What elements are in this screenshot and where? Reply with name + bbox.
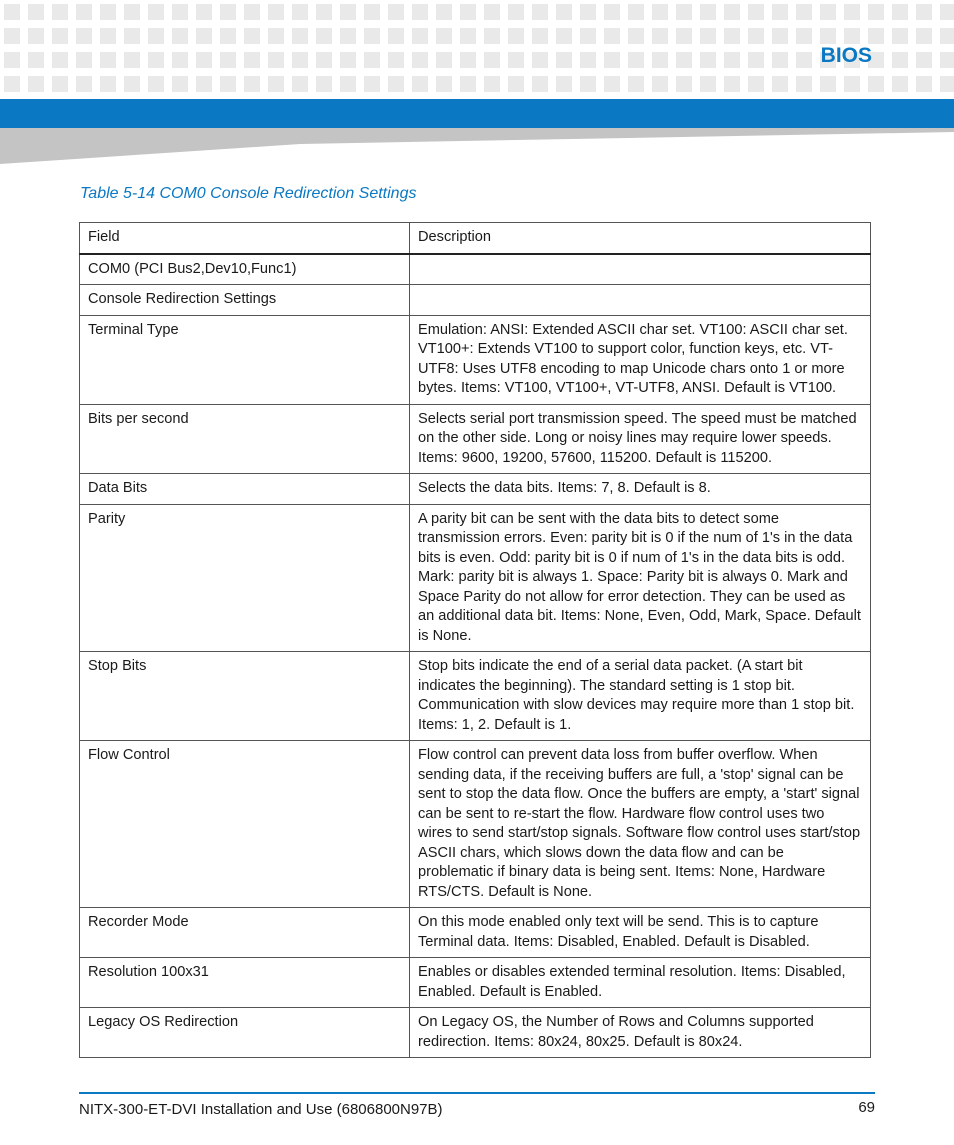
header-tile — [268, 4, 284, 20]
header-tile — [652, 28, 668, 44]
header-tile — [820, 76, 836, 92]
table-row — [80, 908, 871, 958]
header-tile — [604, 28, 620, 44]
header-tile — [484, 52, 500, 68]
header-tile — [580, 28, 596, 44]
header-tile — [868, 76, 884, 92]
header-tile — [508, 76, 524, 92]
header-tile — [124, 4, 140, 20]
header-tile — [220, 28, 236, 44]
header-tile — [292, 28, 308, 44]
header-tile — [124, 28, 140, 44]
header-tile — [124, 52, 140, 68]
header-tile — [868, 28, 884, 44]
table-row — [80, 474, 871, 505]
header-tile — [268, 28, 284, 44]
field-cell: Console Redirection Settings — [80, 285, 410, 316]
header-tile — [244, 4, 260, 20]
header-tile — [124, 76, 140, 92]
header-tile — [508, 52, 524, 68]
header-tile — [556, 4, 572, 20]
header-tile — [100, 4, 116, 20]
header-tile — [28, 76, 44, 92]
header-tile — [364, 76, 380, 92]
field-cell: Recorder Mode — [80, 908, 410, 958]
header-tile — [172, 4, 188, 20]
header-tile — [580, 76, 596, 92]
header-tile — [700, 52, 716, 68]
header-tile — [916, 76, 932, 92]
header-tile — [844, 28, 860, 44]
header-tile — [148, 28, 164, 44]
table-caption: Table 5-14 COM0 Console Redirection Settings — [80, 185, 417, 202]
header-tile — [172, 52, 188, 68]
header-tile — [4, 76, 20, 92]
field-cell: Bits per second — [80, 404, 410, 474]
header-tile — [220, 4, 236, 20]
header-tile — [460, 4, 476, 20]
header-tile — [604, 4, 620, 20]
header-tile — [220, 76, 236, 92]
header-tile — [388, 28, 404, 44]
header-tile — [364, 28, 380, 44]
table-row — [80, 404, 871, 474]
header-tile — [940, 28, 954, 44]
header-tile — [724, 28, 740, 44]
header-tile — [292, 52, 308, 68]
header-tile — [244, 28, 260, 44]
section-title: BIOS — [820, 44, 872, 67]
header-tile — [652, 76, 668, 92]
header-tile — [532, 28, 548, 44]
column-header-field: Field — [80, 223, 410, 254]
header-tile — [364, 4, 380, 20]
field-cell: COM0 (PCI Bus2,Dev10,Func1) — [80, 254, 410, 285]
header-tile — [748, 52, 764, 68]
header-tile — [916, 28, 932, 44]
header-tile — [316, 28, 332, 44]
header-tile — [532, 4, 548, 20]
header-blue-bar — [0, 99, 954, 128]
field-cell: Resolution 100x31 — [80, 958, 410, 1008]
table-row — [80, 741, 871, 908]
header-tile — [676, 4, 692, 20]
header-tile — [628, 52, 644, 68]
table-header-row — [80, 223, 871, 254]
header-tile — [724, 76, 740, 92]
header-tile — [748, 76, 764, 92]
header-tile — [340, 76, 356, 92]
header-tile — [76, 52, 92, 68]
header-tile — [412, 28, 428, 44]
settings-table — [79, 222, 871, 1058]
header-tile — [652, 4, 668, 20]
header-tile — [100, 52, 116, 68]
header-tile — [28, 4, 44, 20]
description-cell: Stop bits indicate the end of a serial data packet. (A start bit indicates the beginning). The standard setting is 1 stop bit. Communication with slow devices may require more than 1 stop bit. Items: 1, 2. Default is 1. — [410, 652, 871, 741]
header-tile — [484, 4, 500, 20]
header-tile — [700, 76, 716, 92]
header-tile — [196, 76, 212, 92]
header-tile — [580, 4, 596, 20]
header-tile — [316, 76, 332, 92]
header-tile — [196, 52, 212, 68]
description-cell: On this mode enabled only text will be send. This is to capture Terminal data. Items: Disabled, Enabled. Default is Disabled. — [410, 908, 871, 958]
header-tile — [388, 52, 404, 68]
header-tile — [580, 52, 596, 68]
header-tile — [556, 28, 572, 44]
table-row — [80, 958, 871, 1008]
header-tile — [148, 76, 164, 92]
footer-rule — [79, 1092, 875, 1094]
header-tile — [796, 4, 812, 20]
header-tile — [748, 4, 764, 20]
header-tile — [316, 52, 332, 68]
header-tile — [244, 52, 260, 68]
header-tile — [100, 28, 116, 44]
field-cell: Legacy OS Redirection — [80, 1008, 410, 1058]
header-tile — [460, 28, 476, 44]
header-tile — [268, 52, 284, 68]
description-cell — [410, 285, 871, 316]
header-tile — [556, 76, 572, 92]
header-tile — [196, 28, 212, 44]
column-header-description: Description — [410, 223, 871, 254]
field-cell: Data Bits — [80, 474, 410, 505]
header-tile — [172, 28, 188, 44]
header-tile — [844, 4, 860, 20]
header-tile — [436, 28, 452, 44]
page-number: 69 — [858, 1099, 875, 1116]
header-tile — [196, 4, 212, 20]
header-tile — [772, 28, 788, 44]
header-tile — [652, 52, 668, 68]
header-tile — [340, 52, 356, 68]
header-tile — [940, 52, 954, 68]
header-tile — [892, 28, 908, 44]
description-cell — [410, 254, 871, 285]
header-tile — [4, 4, 20, 20]
header-tile — [148, 52, 164, 68]
header-tile — [4, 28, 20, 44]
header-tile — [292, 4, 308, 20]
header-tile — [892, 4, 908, 20]
table-row — [80, 652, 871, 741]
description-cell: On Legacy OS, the Number of Rows and Columns supported redirection. Items: 80x24, 80x25. Default is 80x24. — [410, 1008, 871, 1058]
header-tile — [724, 4, 740, 20]
header-tile — [76, 76, 92, 92]
header-tile — [916, 4, 932, 20]
header-tile — [676, 28, 692, 44]
header-tile — [364, 52, 380, 68]
header-tile — [628, 4, 644, 20]
header-tile — [940, 4, 954, 20]
header-tile — [412, 76, 428, 92]
header-tile — [4, 52, 20, 68]
header-tile — [436, 76, 452, 92]
header-tile — [52, 52, 68, 68]
header-tile — [340, 28, 356, 44]
header-tile — [796, 28, 812, 44]
header-tile — [820, 4, 836, 20]
header-tile — [484, 76, 500, 92]
header-tile — [436, 52, 452, 68]
header-tile — [772, 76, 788, 92]
header-tile — [52, 76, 68, 92]
header-tile — [316, 4, 332, 20]
table-row — [80, 254, 871, 285]
header-tile — [940, 76, 954, 92]
header-tile — [628, 28, 644, 44]
header-tile — [796, 52, 812, 68]
header-tile — [892, 52, 908, 68]
header-tile — [436, 4, 452, 20]
header-tile — [244, 76, 260, 92]
header-tile — [172, 76, 188, 92]
header-tile — [508, 28, 524, 44]
field-cell: Stop Bits — [80, 652, 410, 741]
header-tile — [724, 52, 740, 68]
header-tile — [772, 52, 788, 68]
table-row — [80, 315, 871, 404]
header-tile — [844, 76, 860, 92]
header-tile — [604, 52, 620, 68]
description-cell: Enables or disables extended terminal resolution. Items: Disabled, Enabled. Default is Enabled. — [410, 958, 871, 1008]
header-tile — [100, 76, 116, 92]
header-tile — [52, 28, 68, 44]
header-tile — [388, 76, 404, 92]
header-tile — [412, 52, 428, 68]
description-cell: Emulation: ANSI: Extended ASCII char set. VT100: ASCII char set. VT100+: Extends VT100 to support color, function keys, etc. VT-UTF8: Uses UTF8 encoding to map Unicode chars onto 1 or more bytes. Items: VT100, VT100+, VT-UTF8, ANSI. Default is VT100. — [410, 315, 871, 404]
header-tile — [916, 52, 932, 68]
header-tile — [676, 52, 692, 68]
header-tile — [700, 4, 716, 20]
header-tile — [28, 52, 44, 68]
field-cell: Terminal Type — [80, 315, 410, 404]
header-tile — [52, 4, 68, 20]
header-tile — [676, 76, 692, 92]
header-gray-swoosh — [0, 128, 954, 164]
table-row — [80, 285, 871, 316]
header-tile — [340, 4, 356, 20]
header-tile — [532, 76, 548, 92]
header-tile — [292, 76, 308, 92]
header-tile — [748, 28, 764, 44]
header-tile — [220, 52, 236, 68]
description-cell: Selects the data bits. Items: 7, 8. Default is 8. — [410, 474, 871, 505]
header-tile — [412, 4, 428, 20]
header-tile — [268, 76, 284, 92]
header-tile — [460, 52, 476, 68]
header-tile — [628, 76, 644, 92]
header-tile — [76, 28, 92, 44]
header-tile — [700, 28, 716, 44]
field-cell: Flow Control — [80, 741, 410, 908]
header-tile-pattern — [0, 0, 954, 98]
header-tile — [508, 4, 524, 20]
header-tile — [148, 4, 164, 20]
header-tile — [604, 76, 620, 92]
header-tile — [868, 4, 884, 20]
header-tile — [460, 76, 476, 92]
field-cell: Parity — [80, 504, 410, 652]
header-tile — [892, 76, 908, 92]
table-row — [80, 504, 871, 652]
header-tile — [796, 76, 812, 92]
description-cell: Flow control can prevent data loss from buffer overflow. When sending data, if the receiving buffers are full, a 'stop' signal can be sent to stop the data flow. Once the buffers are empty, a 'start' signal can be sent to re-start the flow. Hardware flow control uses two wires to send start/stop signals. Software flow control uses start/stop ASCII chars, which slows down the data flow and can be problematic if binary data is being sent. Items: None, Hardware RTS/CTS. Default is None. — [410, 741, 871, 908]
footer-document-title: NITX-300-ET-DVI Installation and Use (6806800N97B) — [79, 1101, 443, 1118]
header-tile — [484, 28, 500, 44]
header-tile — [556, 52, 572, 68]
header-tile — [820, 28, 836, 44]
table-row — [80, 1008, 871, 1058]
header-tile — [772, 4, 788, 20]
header-tile — [76, 4, 92, 20]
description-cell: A parity bit can be sent with the data bits to detect some transmission errors. Even: parity bit is 0 if the num of 1's in the data bits is even. Odd: parity bit is 0 if num of 1's in the data bits is odd. Mark: parity bit is always 1. Space: Parity bit is always 0. Mark and Space Parity do not allow for error detection. They can be used as an additional data bit. Items: None, Even, Odd, Mark, Space. Default is None. — [410, 504, 871, 652]
header-tile — [28, 28, 44, 44]
header-tile — [532, 52, 548, 68]
description-cell: Selects serial port transmission speed. The speed must be matched on the other side. Long or noisy lines may require lower speeds. Items: 9600, 19200, 57600, 115200. Default is 115200. — [410, 404, 871, 474]
header-tile — [388, 4, 404, 20]
